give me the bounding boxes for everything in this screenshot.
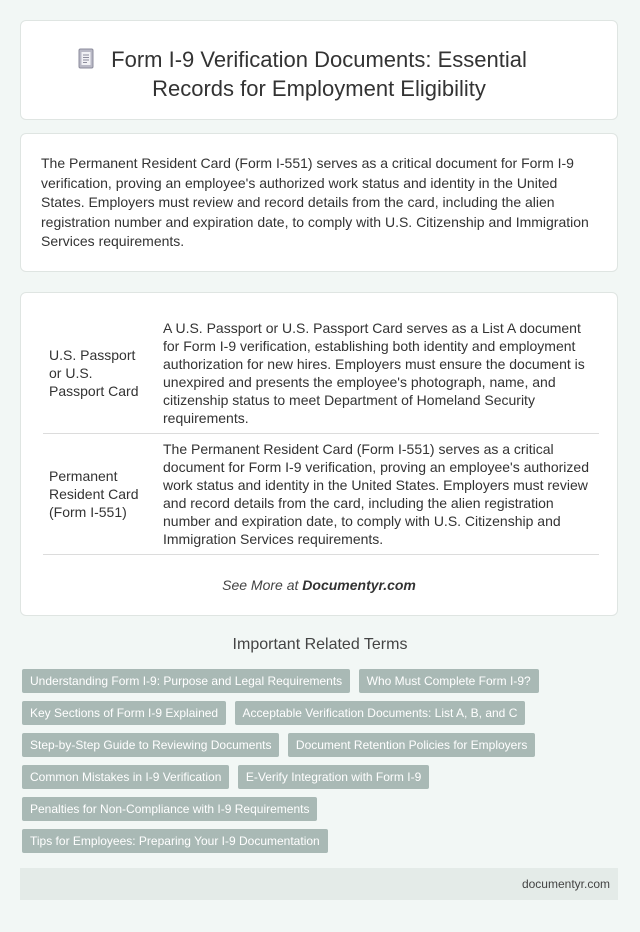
- documents-card: [20, 292, 618, 616]
- summary-card: [20, 133, 618, 272]
- related-term-tag[interactable]: Acceptable Verification Documents: List A, B, and C: [235, 701, 526, 725]
- see-more-link[interactable]: Documentyr.com: [302, 577, 416, 593]
- related-terms-list: [22, 669, 602, 861]
- title-line-1: Form I-9 Verification Documents: Essential: [111, 47, 527, 72]
- header-card: [20, 20, 618, 120]
- related-term-tag[interactable]: Who Must Complete Form I-9?: [359, 669, 539, 693]
- see-more: [21, 577, 617, 593]
- document-description: The Permanent Resident Card (Form I-551) serves as a critical document for Form I-9 verification, proving an employee's authorized work status and identity in the United States. Employers must review and record details from the card, including the alien registration number and expiration date, to comply with U.S. Citizenship and Immigration Services requirements.: [155, 434, 599, 555]
- related-terms-title: Important Related Terms: [232, 636, 408, 653]
- footer: [20, 868, 618, 900]
- document-description: A U.S. Passport or U.S. Passport Card serves as a List A document for Form I-9 verification, establishing both identity and employment authorization for new hires. Employers must ensure the document is unexpired and presents the employee's photograph, name, and citizenship status to meet Department of Homeland Security requirements.: [155, 313, 599, 434]
- footer-site-link[interactable]: documentyr.com: [521, 877, 610, 891]
- related-term-tag[interactable]: E-Verify Integration with Form I-9: [238, 765, 429, 789]
- related-term-tag[interactable]: Common Mistakes in I-9 Verification: [22, 765, 229, 789]
- related-term-tag[interactable]: Document Retention Policies for Employers: [288, 733, 535, 757]
- page-title: [21, 45, 617, 103]
- related-term-tag[interactable]: Step-by-Step Guide to Reviewing Documents: [22, 733, 279, 757]
- related-term-tag[interactable]: Penalties for Non-Compliance with I-9 Requirements: [22, 797, 317, 821]
- document-name: U.S. Passport or U.S. Passport Card: [43, 313, 155, 434]
- table-row: [43, 313, 599, 434]
- title-line-2: Records for Employment Eligibility: [152, 76, 486, 101]
- related-term-tag[interactable]: Key Sections of Form I-9 Explained: [22, 701, 226, 725]
- table-row: [43, 434, 599, 555]
- see-more-prefix: See More at: [222, 577, 303, 593]
- related-term-tag[interactable]: Tips for Employees: Preparing Your I-9 Documentation: [22, 829, 328, 853]
- related-term-tag[interactable]: Understanding Form I-9: Purpose and Legal Requirements: [22, 669, 350, 693]
- document-name: Permanent Resident Card (Form I-551): [43, 434, 155, 555]
- documents-table: [43, 313, 599, 555]
- summary-text: The Permanent Resident Card (Form I-551) serves as a critical document for Form I-9 verification, proving an employee's authorized work status and identity in the United States. Employers must review and record details from the card, including the alien registration number and expiration date, to comply with U.S. Citizenship and Immigration Services requirements.: [41, 155, 589, 249]
